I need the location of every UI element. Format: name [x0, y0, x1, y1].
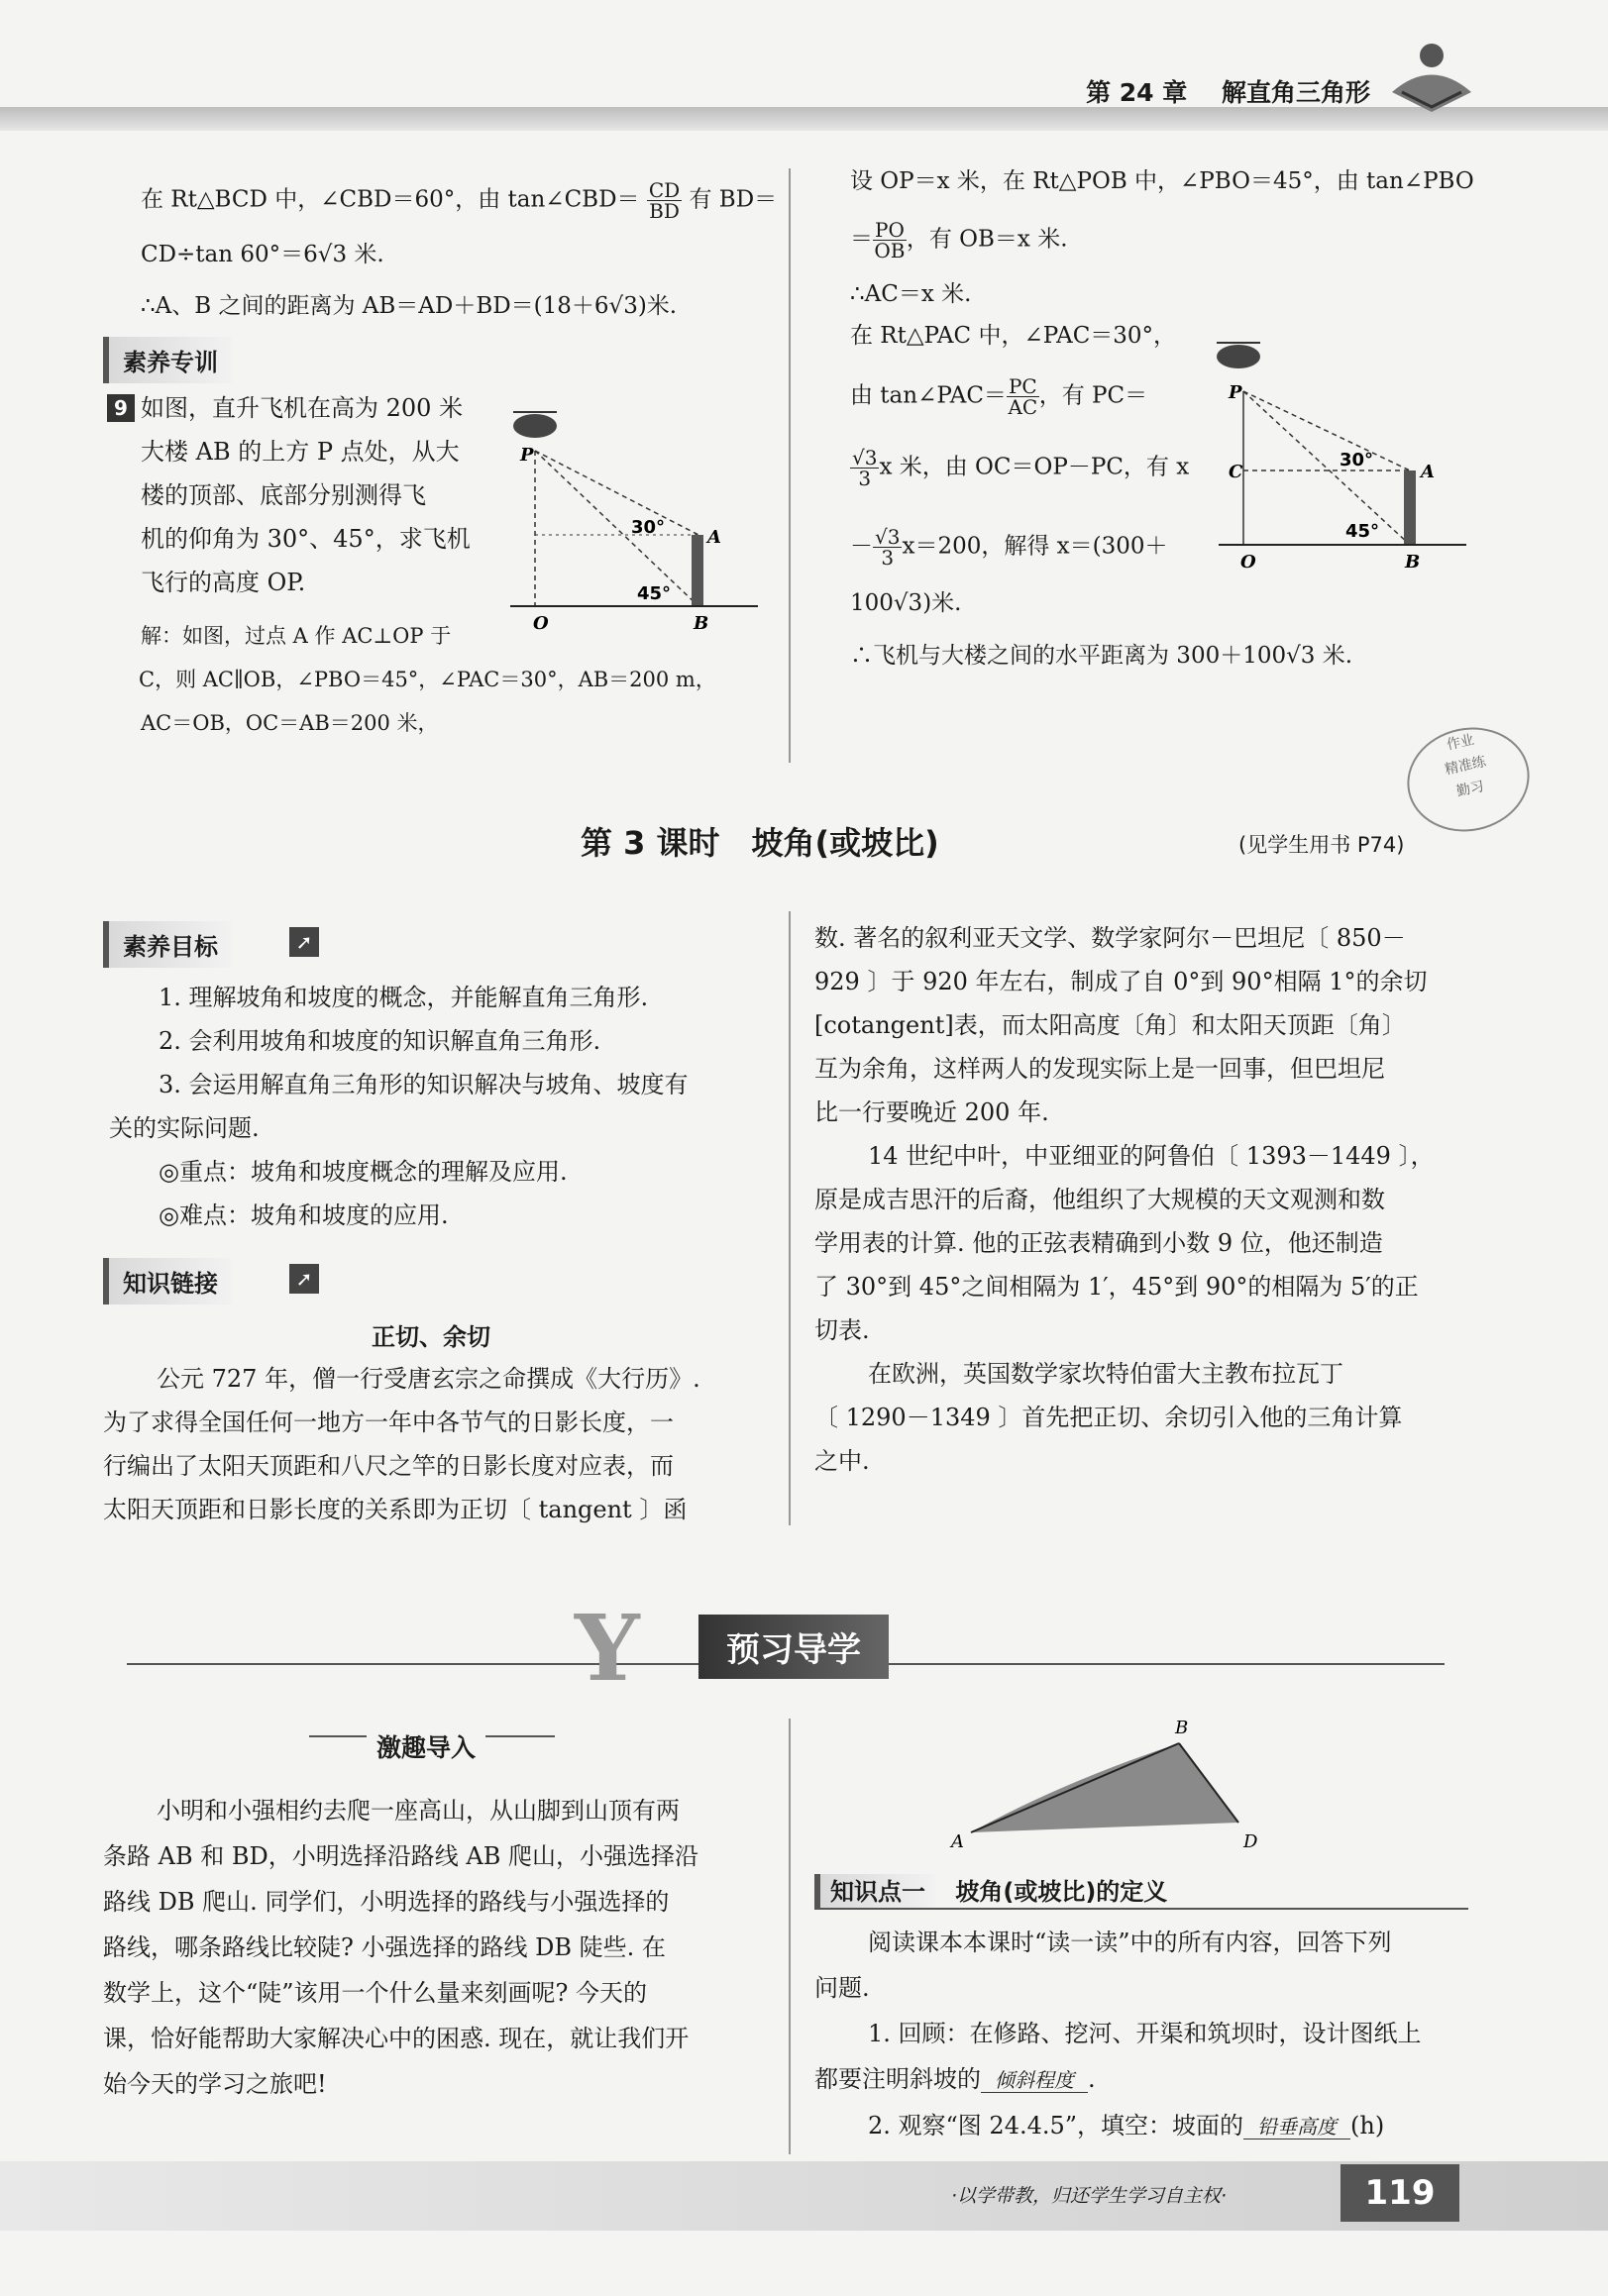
left-line-2: CD÷tan 60°＝6√3 米. [141, 242, 384, 267]
text-line: 都要注明斜坡的 倾斜程度 . [814, 2065, 1096, 2093]
right-line-7: － $\frac{√3}{3}$ x＝200，解得 x＝(300＋ [850, 525, 1168, 570]
lesson-reference: (见学生用书 P74) [1238, 833, 1405, 857]
problem-line: 飞行的高度 OP. [141, 569, 306, 596]
label-p: P [520, 445, 534, 466]
kp-text [814, 1920, 1422, 2149]
right-line-4: 在 Rt△PAC 中，∠PAC＝30°， [850, 323, 1177, 349]
fraction-sqrt3-3: $\frac{√3}{3}$ [852, 446, 878, 490]
label-a: A [951, 1831, 964, 1852]
angle-45: 45° [1345, 521, 1380, 542]
angle-45: 45° [637, 583, 672, 604]
header-band [0, 107, 1608, 131]
difficult-point: ◎难点：坡角和坡度的应用. [159, 1201, 449, 1229]
stamp-line: 勤习 [1454, 779, 1486, 800]
solution-line: C，则 AC∥OB，∠PBO＝45°，∠PAC＝30°，AB＝200 m， [139, 668, 716, 691]
label-o: O [533, 613, 549, 634]
helicopter-diagram-right [1199, 327, 1496, 574]
label-b: B [694, 613, 709, 634]
label-a: A [707, 527, 721, 548]
right-line-9: ∴飞机与大楼之间的水平距离为 300＋100√3 米. [850, 643, 1353, 669]
mountain-shape [971, 1743, 1238, 1832]
stamp-line: 作业 [1445, 732, 1476, 754]
right-line-6: $\frac{√3}{3}$ x 米，由 OC＝OP－PC，有 x [852, 446, 1190, 490]
solution-line: 解：如图，过点 A 作 AC⊥OP 于 [141, 624, 452, 648]
text-line: 行编出了太阳天顶距和八尺之竿的日影长度对应表，而 [103, 1452, 674, 1480]
text-line: 阅读课本本课时“读一读”中的所有内容，回答下列 [868, 1929, 1392, 1956]
links-subtitle: 正切、余切 [372, 1323, 490, 1351]
text-line: 比一行要晚近 200 年. [814, 1098, 1049, 1126]
helicopter-diagram-left [495, 386, 773, 634]
text-line: 课，恰好能帮助大家解决心中的困惑. 现在，就让我们开 [103, 2025, 690, 2052]
text-line: 小明和小强相约去爬一座高山，从山脚到山顶有两 [157, 1797, 680, 1825]
label-b: B [1405, 552, 1421, 573]
kp-rule [814, 1908, 1468, 1910]
banner-letter: Y [575, 1595, 640, 1702]
arrow-icon: ➚ [289, 1264, 319, 1294]
label-b: B [1175, 1718, 1189, 1738]
goal-item: 2. 会利用坡角和坡度的知识解直角三角形. [159, 1027, 601, 1055]
label-c: C [1229, 462, 1243, 482]
text-line: 数学上，这个“陡”该用一个什么量来刻画呢? 今天的 [103, 1979, 648, 2007]
preview-banner: 预习导学 [698, 1615, 889, 1679]
text-line: 互为余角，这样两人的发现实际上是一回事，但巴坦尼 [814, 1055, 1385, 1083]
right-line-1: 设 OP＝x 米，在 Rt△POB 中，∠PBO＝45°，由 tan∠PBO [850, 168, 1474, 194]
text-line: 2. 观察“图 24.4.5”，填空：坡面的 铅垂高度 (h) [868, 2112, 1385, 2139]
column-divider-bottom [789, 1719, 791, 2154]
text-line: 问题. [814, 1974, 870, 2002]
arrow-icon: ➚ [289, 927, 319, 957]
fraction-po-ob: $\frac{PO}{OB}$ [874, 218, 906, 262]
fraction-sqrt3-3b: $\frac{√3}{3}$ [875, 525, 901, 570]
suyang-training-tag: 素养专训 [103, 337, 232, 383]
right-line-3: ∴AC＝x 米. [850, 281, 972, 307]
text-line: 14 世纪中叶，中亚细亚的阿鲁伯〔 1393－1449 〕， [868, 1142, 1435, 1170]
text-line: [cotangent]表，而太阳高度〔角〕和太阳天顶距〔角〕 [814, 1011, 1406, 1039]
footer-slogan: ·以学带教，归还学生学习自主权· [951, 2185, 1228, 2207]
text-line: 〔 1290－1349 〕首先把正切、余切引入他的三角计算 [814, 1404, 1403, 1431]
left-line-3: ∴A、B 之间的距离为 AB＝AD＋BD＝(18＋6√3)米. [141, 293, 678, 319]
links-left-text [103, 1357, 767, 1531]
chapter-number: 第 24 章 [1086, 78, 1188, 107]
text-line: 始今天的学习之旅吧! [103, 2070, 327, 2098]
text-line: 为了求得全国任何一地方一年中各节气的日影长度，一 [103, 1409, 674, 1436]
text-line: 太阳天顶距和日影长度的关系即为正切〔 tangent 〕函 [103, 1496, 688, 1523]
column-divider-middle [789, 911, 791, 1525]
text-line: 1. 回顾：在修路、挖河、开渠和筑坝时，设计图纸上 [868, 2020, 1422, 2047]
homework-stamp [1398, 716, 1540, 843]
kp-title: 坡角(或坡比)的定义 [955, 1878, 1168, 1906]
text-line: 了 30°到 45°之间相隔为 1′，45°到 90°的相隔为 5′的正 [814, 1273, 1419, 1301]
chapter-title: 解直角三角形 [1221, 78, 1370, 107]
goals-list [109, 976, 689, 1237]
label-d: D [1243, 1831, 1258, 1852]
text-line: 之中. [814, 1447, 870, 1475]
text-line: 切表. [814, 1316, 870, 1344]
text-line: 原是成吉思汗的后裔，他组织了大规模的天文观测和数 [814, 1186, 1385, 1213]
goal-item: 1. 理解坡角和坡度的概念，并能解直角三角形. [159, 984, 649, 1011]
text-line: 路线，哪条路线比较陡? 小强选择的路线 DB 陡些. 在 [103, 1933, 666, 1961]
right-line-5: 由 tan∠PAC＝ $\frac{PC}{AC}$ ，有 PC＝ [850, 374, 1148, 419]
fraction-pc-ac: $\frac{PC}{AC}$ [1008, 374, 1038, 419]
lesson-title: 第 3 课时 坡角(或坡比) [581, 824, 939, 862]
text-line: 路线 DB 爬山. 同学们，小明选择的路线与小强选择的 [103, 1888, 670, 1916]
kp-tag: 知识点一 [814, 1874, 935, 1910]
right-line-2: ＝ $\frac{PO}{OB}$ ，有 OB＝x 米. [850, 218, 1068, 262]
angle-30: 30° [1340, 450, 1374, 470]
label-o: O [1240, 552, 1256, 573]
problem-line: 大楼 AB 的上方 P 点处，从大 [141, 438, 460, 466]
helicopter-icon [513, 414, 557, 438]
key-point: ◎重点：坡角和坡度概念的理解及应用. [159, 1158, 568, 1186]
text-line: 在欧洲，英国数学家坎特伯雷大主教布拉瓦丁 [868, 1360, 1343, 1388]
label-p: P [1229, 382, 1242, 403]
answer-blank-1[interactable]: 倾斜程度 [981, 2068, 1088, 2093]
chapter-header [1086, 73, 1370, 109]
problem-9-text [141, 386, 471, 604]
text-line: 条路 AB 和 BD，小明选择沿路线 AB 爬山，小强选择沿 [103, 1842, 698, 1870]
left-line-1: 在 Rt△BCD 中，∠CBD＝60°，由 tan∠CBD＝ $\frac{CD}{BD}$ 有 BD＝ [141, 178, 778, 223]
reading-logo-icon [1382, 38, 1481, 117]
text-line: 929 〕于 920 年左右，制成了自 0°到 90°相隔 1°的余切 [814, 968, 1428, 995]
links-tag: 知识链接 [103, 1258, 232, 1305]
stamp-line: 精准练 [1443, 754, 1488, 779]
goals-tag: 素养目标 [103, 921, 232, 968]
problem-line: 楼的顶部、底部分别测得飞 [141, 481, 426, 509]
solution-line: AC＝OB，OC＝AB＝200 米， [141, 711, 439, 735]
problem-number: 9 [107, 394, 135, 422]
text-line: 学用表的计算. 他的正弦表精确到小数 9 位，他还制造 [814, 1229, 1383, 1257]
answer-blank-2[interactable]: 铅垂高度 [1243, 2115, 1350, 2139]
mountain-diagram [941, 1714, 1338, 1852]
intro-tag: 激趣导入 [367, 1728, 485, 1764]
text-line: 公元 727 年，僧一行受唐玄宗之命撰成《大行历》. [157, 1365, 700, 1393]
links-right-text [814, 916, 1435, 1483]
knowledge-point-header [814, 1872, 1167, 1907]
goal-item: 3. 会运用解直角三角形的知识解决与坡角、坡度有 [159, 1071, 689, 1098]
goal-item: 关的实际问题. [109, 1114, 260, 1142]
angle-30: 30° [631, 517, 666, 538]
problem-line: 机的仰角为 30°、45°，求飞机 [141, 525, 471, 553]
problem-line: 如图，直升飞机在高为 200 米 [141, 394, 464, 422]
fraction-cd-bd: $\frac{CD}{BD}$ [648, 178, 681, 223]
label-a: A [1421, 462, 1435, 482]
right-line-8: 100√3)米. [850, 590, 962, 616]
page-number: 119 [1340, 2164, 1459, 2222]
helicopter-icon [1217, 345, 1260, 368]
column-divider-top [789, 168, 791, 763]
intro-text [103, 1788, 698, 2107]
text-line: 数. 著名的叙利亚天文学、数学家阿尔－巴坦尼〔 850－ [814, 924, 1406, 952]
